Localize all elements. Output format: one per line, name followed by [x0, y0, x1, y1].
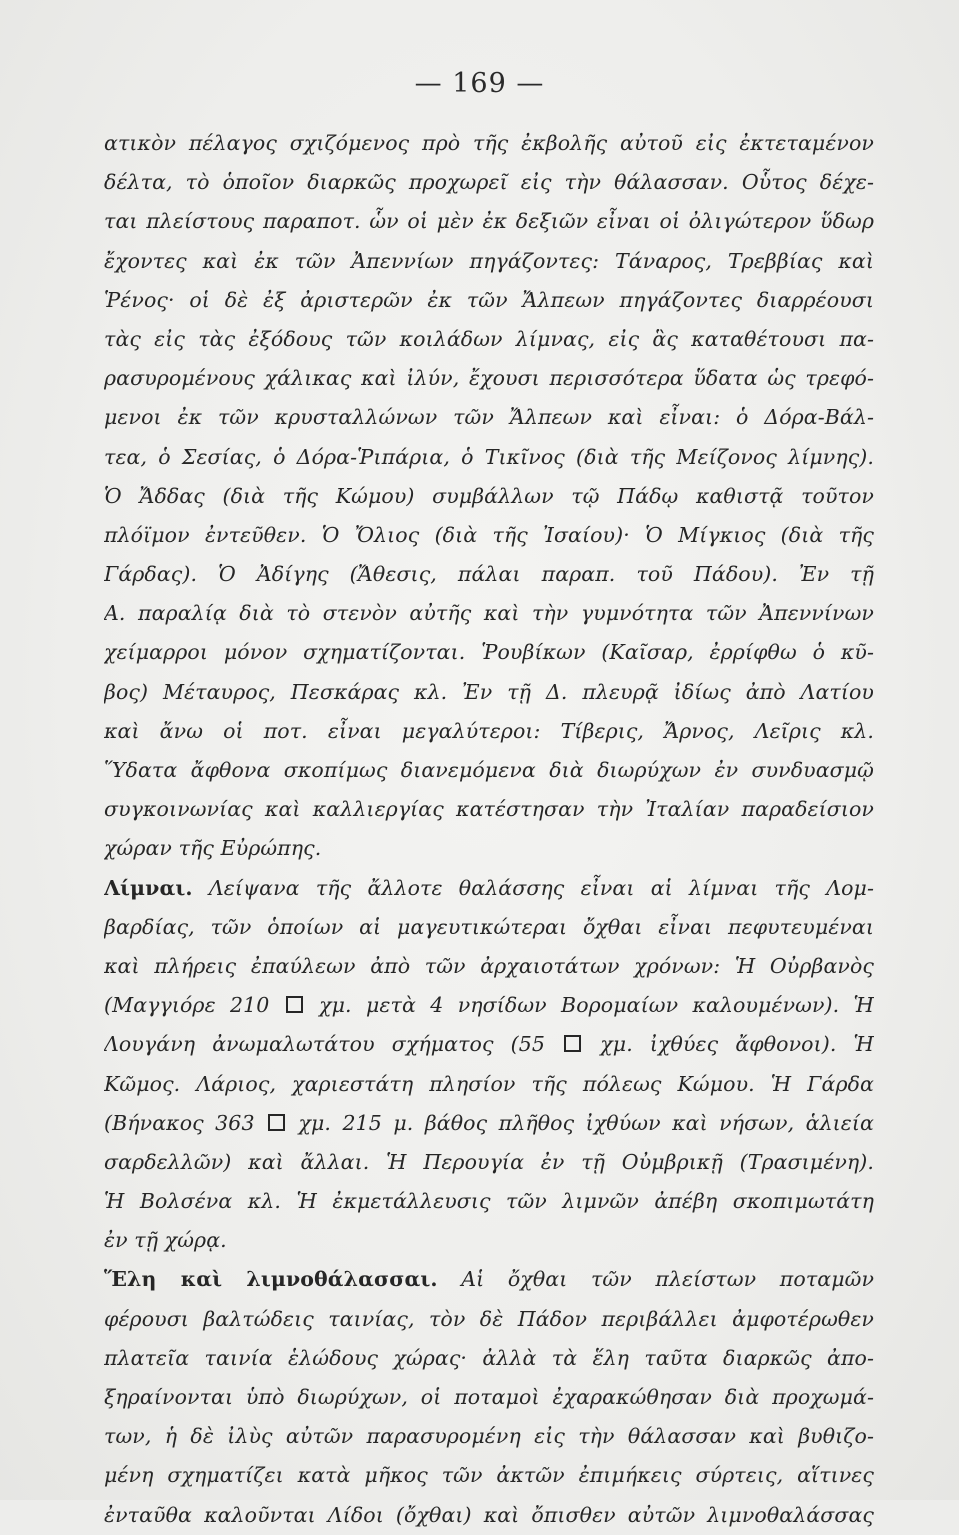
line-text: Αἱ ὄχθαι τῶν πλείστων ποταμῶν: [437, 1267, 874, 1292]
text-line: [104, 673, 874, 712]
line-text: βαρδίας, τῶν ὁποίων αἱ μαγευτικώτεραι ὄχθαι εἶναι πεφυτευμέναι: [104, 914, 874, 939]
section-heading: Ἕλη καὶ λιμνοθάλασσαι.: [104, 1267, 438, 1292]
section-heading: Λίμναι.: [104, 875, 193, 900]
line-text: μένη σχηματίζει κατὰ μῆκος τῶν ἀκτῶν ἐπιμήκεις σύρτεις, αἵτινες: [104, 1463, 874, 1488]
text-line: [104, 163, 874, 202]
text-line: [104, 438, 874, 477]
line-text: καὶ ἄνω οἱ ποτ. εἶναι μεγαλύτεροι: Τίβερις, Ἄρνος, Λεῖρις κλ.: [104, 718, 874, 743]
square-symbol-icon: [564, 1035, 581, 1052]
line-text-continued: χμ. ἰχθύες ἄφθονοι). Ἡ: [583, 1032, 874, 1057]
line-text: ἐν τῇ χώρᾳ.: [104, 1228, 227, 1253]
line-text: τεα, ὁ Σεσίας, ὁ Δόρα-Ῥιπάρια, ὁ Τικῖνος (διὰ τῆς Μείζονος λίμνης).: [104, 444, 874, 469]
text-line: [104, 1417, 874, 1456]
text-line: [104, 124, 874, 163]
line-text: δέλτα, τὸ ὁποῖον διαρκῶς προχωρεῖ εἰς τὴν θάλασσαν. Οὗτος δέχε-: [104, 170, 874, 195]
text-line: [104, 712, 874, 751]
line-text: Κῶμος. Λάριος, χαριεστάτη πλησίον τῆς πόλεως Κώμου. Ἡ Γάρδα: [104, 1071, 874, 1096]
line-text: Λείψανα τῆς ἄλλοτε θαλάσσης εἶναι αἱ λίμναι τῆς Λομ-: [192, 875, 874, 900]
line-text: συγκοινωνίας καὶ καλλιεργίας κατέστησαν τὴν Ἰταλίαν παραδείσιον: [104, 797, 874, 822]
text-line: [104, 359, 874, 398]
line-text: Α. παραλίᾳ διὰ τὸ στενὸν αὐτῆς καὶ τὴν γυμνότητα τῶν Ἀπεννίνων: [104, 601, 874, 626]
line-text: χείμαρροι μόνον σχηματίζονται. Ῥουβίκων (Καῖσαρ, ἐρρίφθω ὁ κῦ-: [104, 640, 874, 665]
text-line: [104, 202, 874, 241]
text-line: [104, 555, 874, 594]
text-line: [104, 281, 874, 320]
line-text: Γάρδας). Ὁ Ἀδίγης (Ἄθεσις, πάλαι παραπ. τοῦ Πάδου). Ἐν τῇ: [104, 562, 874, 587]
line-text: πλόϊμον ἐντεῦθεν. Ὁ Ὄλιος (διὰ τῆς Ἰσαίου)· Ὁ Μίγκιος (διὰ τῆς: [104, 522, 874, 547]
text-line: [104, 242, 874, 281]
text-line: [104, 398, 874, 437]
text-line: [104, 790, 874, 829]
square-symbol-icon: [268, 1114, 285, 1131]
square-symbol-icon: [286, 996, 303, 1013]
line-text: ατικὸν πέλαγος σχιζόμενος πρὸ τῆς ἐκβολῆς αὐτοῦ εἰς ἐκτεταμένον: [104, 131, 874, 155]
line-text: σαρδελλῶν) καὶ ἄλλαι. Ἡ Περουγία ἐν τῇ Οὐμβρικῇ (Τρασιμένη).: [104, 1149, 874, 1174]
line-text: φέρουσι βαλτώδεις ταινίας, τὸν δὲ Πάδον περιβάλλει ἀμφοτέρωθεν: [104, 1306, 874, 1331]
line-text: ἐνταῦθα καλοῦνται Λίδοι (ὄχθαι) καὶ ὄπισθεν αὐτῶν λιμνοθαλάσσας: [104, 1502, 874, 1527]
line-text: πλατεῖα ταινία ἑλώδους χώρας· ἀλλὰ τὰ ἕλη ταῦτα διαρκῶς ἀπο-: [104, 1345, 874, 1370]
body-text: [104, 124, 874, 1535]
text-line: [104, 1221, 874, 1260]
line-text: ται πλείστους παραποτ. ὧν οἱ μὲν ἐκ δεξιῶν εἶναι οἱ ὀλιγώτερον ὕδωρ: [104, 209, 874, 234]
line-text: Ὁ Ἄδδας (διὰ τῆς Κώμου) συμβάλλων τῷ Πάδῳ καθιστᾷ τοῦτον: [104, 483, 874, 508]
text-line: [104, 1104, 874, 1143]
line-text-continued: χμ. 215 μ. βάθος πλῆθος ἰχθύων καὶ νήσων, ἁλιεία: [287, 1110, 874, 1135]
line-text: ξηραίνονται ὑπὸ διωρύχων, οἱ ποταμοὶ ἐχαρακώθησαν διὰ προχωμά-: [104, 1385, 874, 1409]
text-line: [104, 516, 874, 555]
line-text: βος) Μέταυρος, Πεσκάρας κλ. Ἐν τῇ Δ. πλευρᾷ ἰδίως ἀπὸ Λατίου: [104, 679, 874, 704]
text-line: [104, 986, 874, 1025]
text-line: [104, 633, 874, 672]
text-line: [104, 594, 874, 633]
text-line: [104, 1339, 874, 1378]
line-text: (Μαγγιόρε 210: [104, 993, 270, 1018]
line-text: χώραν τῆς Εὐρώπης.: [104, 836, 322, 861]
text-line: [104, 1456, 874, 1495]
line-text: τὰς εἰς τὰς ἐξόδους τῶν κοιλάδων λίμνας, εἰς ἃς καταθέτουσι πα-: [104, 326, 874, 351]
text-line: [104, 1065, 874, 1104]
line-text: Λουγάνη ἀνωμαλωτάτου σχήματος (55: [104, 1032, 546, 1057]
line-text: Ἡ Βολσένα κλ. Ἡ ἐκμετάλλευσις τῶν λιμνῶν ἀπέβη σκοπιμωτάτη: [104, 1189, 874, 1214]
text-line: [104, 1260, 874, 1299]
line-text-continued: χμ. μετὰ 4 νησίδων Βορομαίων καλουμένων). Ἡ: [304, 993, 874, 1018]
text-line: [104, 1025, 874, 1064]
line-text: ρασυρομένους χάλικας καὶ ἰλύν, ἔχουσι περισσότερα ὕδατα ὡς τρεφό-: [104, 366, 874, 391]
line-text: καὶ πλήρεις ἐπαύλεων ἀπὸ τῶν ἀρχαιοτάτων χρόνων: Ἡ Οὐρβανὸς: [104, 953, 874, 978]
page-number: — 169 —: [414, 68, 545, 99]
text-line: [104, 1300, 874, 1339]
line-text: των, ἡ δὲ ἰλὺς αὐτῶν παρασυρομένη εἰς τὴν θάλασσαν καὶ βυθιζο-: [104, 1424, 874, 1449]
line-text: Ῥένος· οἱ δὲ ἐξ ἀριστερῶν ἐκ τῶν Ἄλπεων πηγάζοντες διαρρέουσι: [104, 287, 874, 312]
text-line: [104, 1378, 874, 1417]
line-text: ἔχοντες καὶ ἐκ τῶν Ἀπεννίων πηγάζοντες: Τάναρος, Τρεββίας καὶ: [104, 248, 874, 273]
line-text: (Βήνακος 363: [104, 1110, 255, 1135]
text-line: [104, 320, 874, 359]
line-text: μενοι ἐκ τῶν κρυσταλλώνων τῶν Ἄλπεων καὶ εἶναι: ὁ Δόρα-Βάλ-: [104, 405, 874, 430]
line-text: Ὕδατα ἄφθονα σκοπίμως διανεμόμενα διὰ διωρύχων ἐν συνδυασμῷ: [104, 758, 874, 782]
text-line: [104, 1496, 874, 1535]
text-line: [104, 1182, 874, 1221]
text-line: [104, 477, 874, 516]
text-line: [104, 947, 874, 986]
text-line: [104, 908, 874, 947]
text-line: [104, 829, 874, 868]
text-line: [104, 1143, 874, 1182]
text-line: [104, 869, 874, 908]
text-line: [104, 751, 874, 790]
